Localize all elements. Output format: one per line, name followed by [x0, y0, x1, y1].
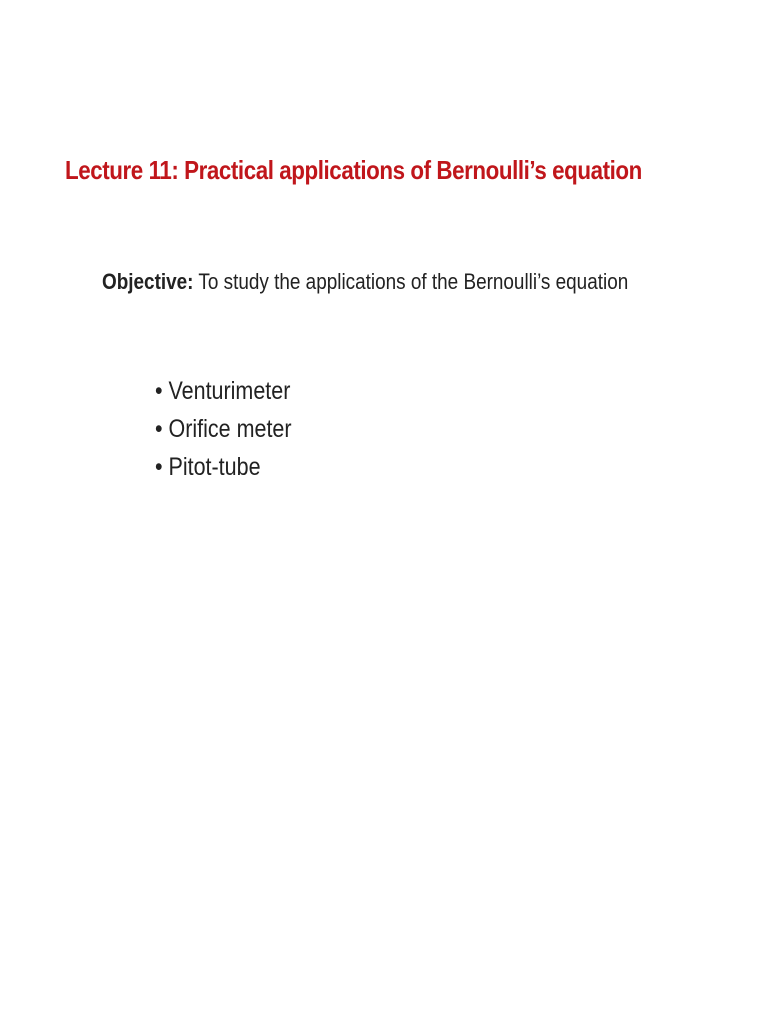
applications-list [155, 372, 292, 486]
list-item-pitot-tube: • Pitot-tube [155, 453, 261, 481]
objective-label: Objective: [102, 269, 194, 294]
list-item-orifice-meter: • Orifice meter [155, 415, 292, 443]
list-item-venturimeter: • Venturimeter [155, 377, 291, 405]
slide-title: Lecture 11: Practical applications of Bernoulli’s equation [65, 155, 642, 185]
objective-line [102, 269, 628, 295]
objective-text: To study the applications of the Bernoulli’s equation [193, 269, 629, 294]
